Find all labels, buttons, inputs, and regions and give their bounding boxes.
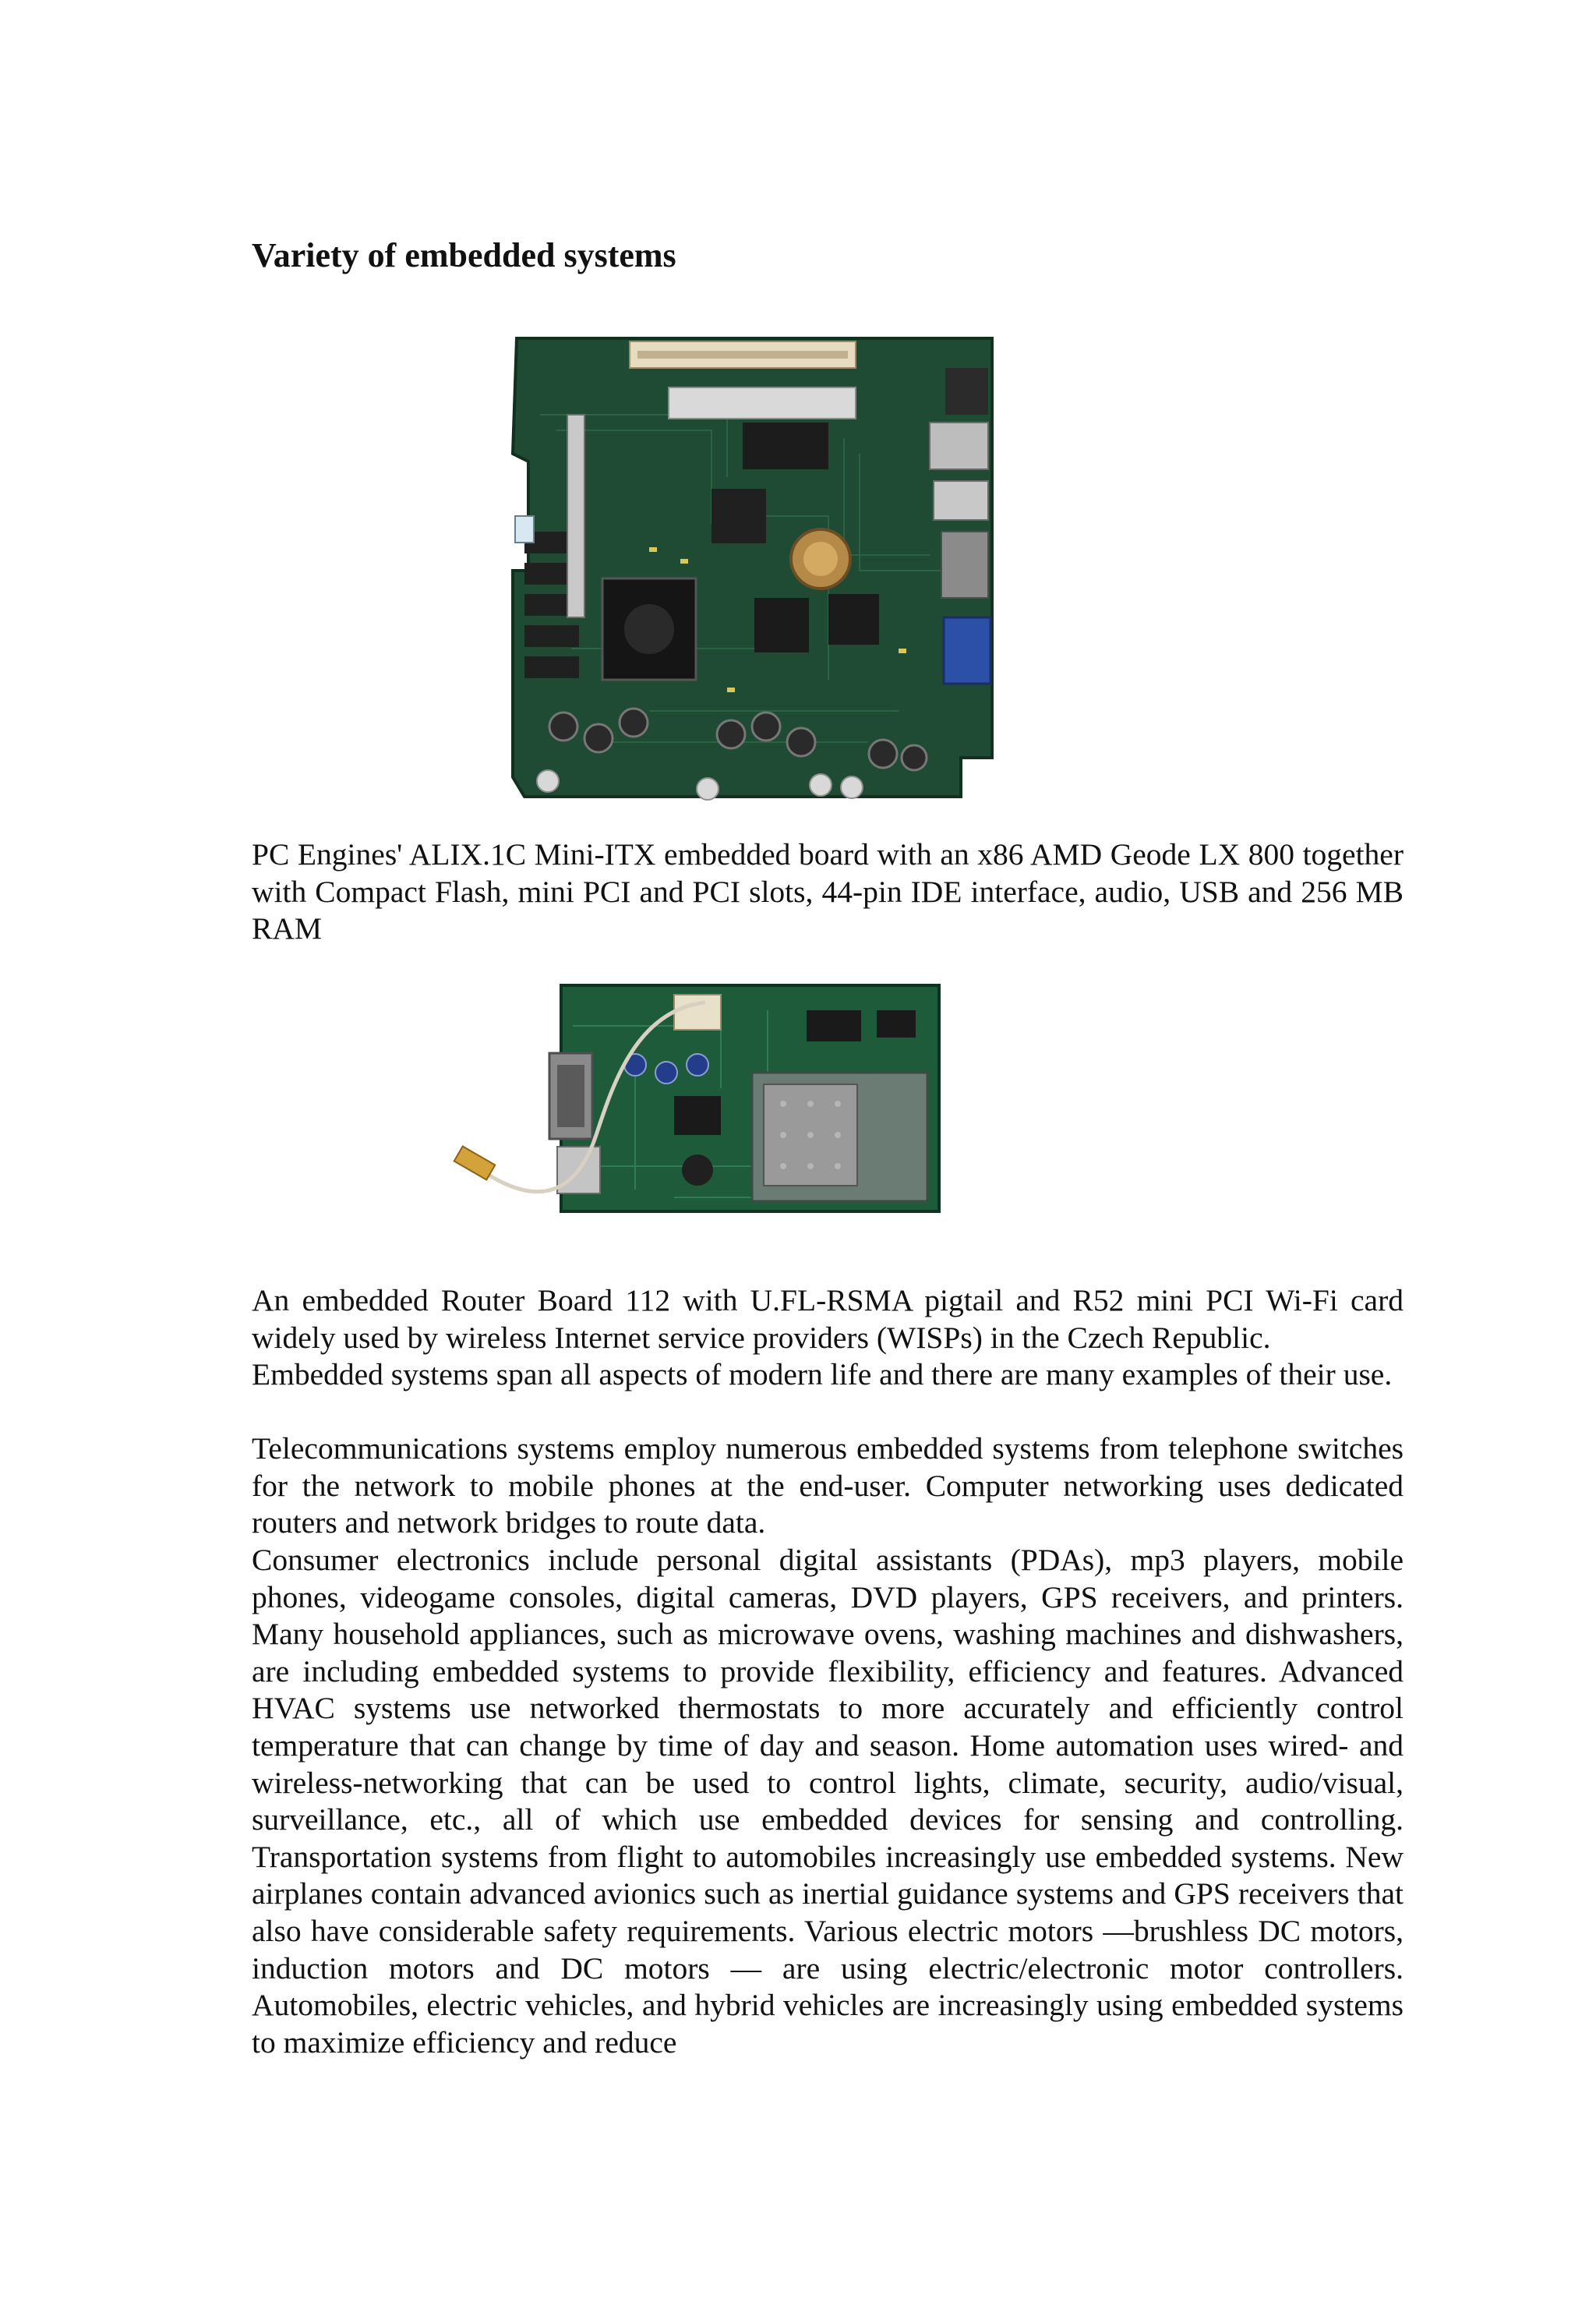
figure2-caption: An embedded Router Board 112 with U.FL-RSMA pigtail and R52 mini PCI Wi-Fi card widely used by wireless Internet service providers (WISPs) in the Czech Republic.	[252, 1283, 1404, 1355]
body-paragraph: Consumer electronics include personal digital assistants (PDAs), mp3 players, mobile phones, videogame consoles, digital cameras, DVD players, GPS receivers, and printers. Many household appliances, such as microwave ovens, washing machines and dishwashers, are including embedded systems to provide flexibility, efficiency and features. Advanced HVAC systems use networked thermostats to more accurately and efficiently control temperature that can change by time of day and season. Home automation uses wired- and wireless-networking that can be used to control lights, climate, security, audio/visual, surveillance, etc., all of which use embedded devices for sensing and controlling. Transportation systems from flight to automobiles increasingly use embedded systems. New airplanes contain advanced avionics such as inertial guidance systems and GPS receivers that also have considerable safety requirements. Various electric motors —brushless DC motors, induction motors and DC motors — are using electric/electronic motor controllers. Automobiles, electric vehicles, and hybrid vehicles are increasingly using embedded systems to maximize efficiency and reduce	[252, 1543, 1404, 2060]
body-paragraph: Embedded systems span all aspects of modern life and there are many examples of their use.	[252, 1357, 1393, 1391]
alix-board-photo	[493, 321, 994, 815]
router-board-photo	[440, 979, 944, 1247]
figure1-caption: PC Engines' ALIX.1C Mini-ITX embedded board with an x86 AMD Geode LX 800 together with Compact Flash, mini PCI and PCI slots, 44-pin IDE interface, audio, USB and 256 MB RAM	[252, 837, 1404, 946]
body-paragraph: Telecommunications systems employ numerous embedded systems from telephone switches for the network to mobile phones at the end-user. Computer networking uses dedicated routers and network bridges to route data.	[252, 1431, 1404, 1540]
page-title: Variety of embedded systems	[252, 236, 676, 274]
